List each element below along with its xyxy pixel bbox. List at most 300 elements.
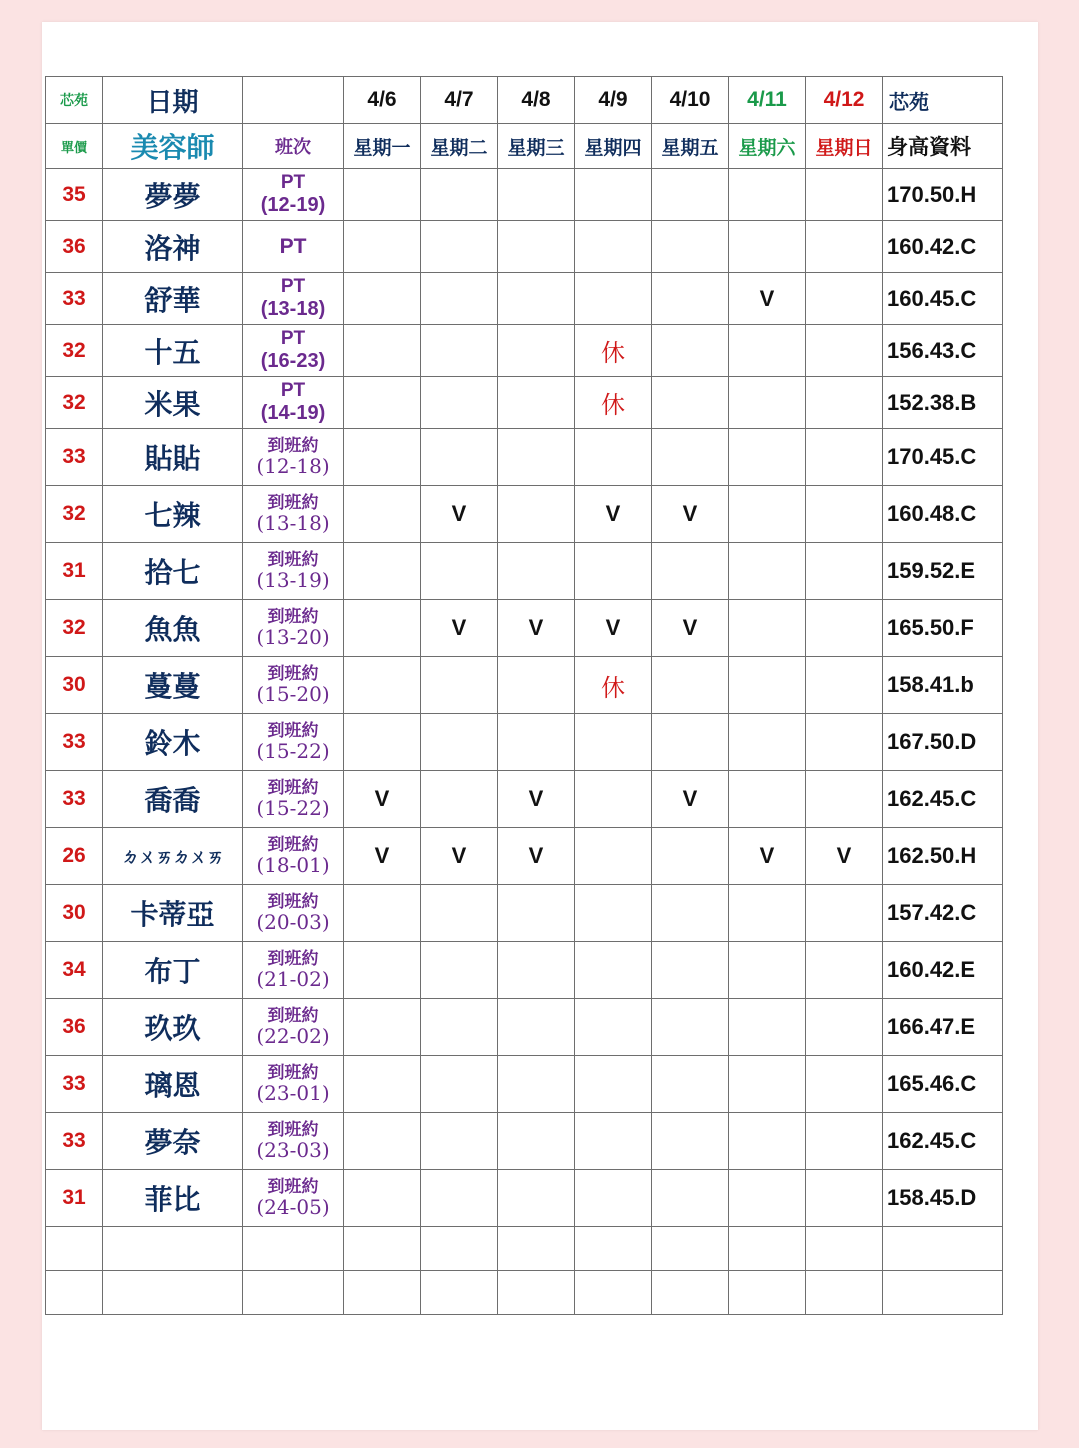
shift-cell bbox=[243, 543, 344, 600]
day-mark-1 bbox=[421, 1056, 498, 1113]
weekday-2: 星期三 bbox=[498, 124, 575, 169]
beautician-name: ㄉㄨㄞㄉㄨㄞ bbox=[103, 828, 243, 885]
day-mark-0: V bbox=[344, 771, 421, 828]
shift-cell bbox=[243, 771, 344, 828]
height-data: 165.46.C bbox=[883, 1056, 1003, 1113]
table-row bbox=[46, 600, 1003, 657]
beautician-name: 卡蒂亞 bbox=[103, 885, 243, 942]
day-mark-5 bbox=[729, 942, 806, 999]
height-data: 156.43.C bbox=[883, 325, 1003, 377]
table-row bbox=[46, 325, 1003, 377]
shift-cell bbox=[243, 714, 344, 771]
unit-price: 33 bbox=[46, 1113, 103, 1170]
shift-cell bbox=[243, 273, 344, 325]
day-mark-6 bbox=[806, 1056, 883, 1113]
day-mark-5 bbox=[729, 714, 806, 771]
table-row bbox=[46, 771, 1003, 828]
day-mark-0 bbox=[344, 714, 421, 771]
unit-price: 34 bbox=[46, 942, 103, 999]
shift-type: PT bbox=[280, 328, 306, 350]
day-mark-3 bbox=[575, 771, 652, 828]
shift-type: 到班約 bbox=[267, 891, 319, 912]
day-mark-2 bbox=[498, 942, 575, 999]
table-row bbox=[46, 221, 1003, 273]
shift-type: 到班約 bbox=[267, 492, 319, 513]
height-data: 152.38.B bbox=[883, 377, 1003, 429]
shift-cell bbox=[243, 885, 344, 942]
day-mark-1 bbox=[421, 657, 498, 714]
day-mark-0 bbox=[344, 657, 421, 714]
shift-cell bbox=[243, 429, 344, 486]
day-mark-5 bbox=[729, 885, 806, 942]
unit-price: 33 bbox=[46, 429, 103, 486]
beautician-label: 美容師 bbox=[103, 124, 243, 169]
shift-type: 到班約 bbox=[267, 663, 319, 684]
empty-cell bbox=[243, 1227, 344, 1271]
unit-price: 31 bbox=[46, 1170, 103, 1227]
day-mark-6 bbox=[806, 429, 883, 486]
day-mark-4 bbox=[652, 169, 729, 221]
day-mark-1 bbox=[421, 169, 498, 221]
day-mark-3 bbox=[575, 1056, 652, 1113]
weekday-6: 星期日 bbox=[806, 124, 883, 169]
shift-cell bbox=[243, 657, 344, 714]
beautician-name: 夢奈 bbox=[103, 1113, 243, 1170]
shift-type: 到班約 bbox=[267, 435, 319, 456]
shift-type: 到班約 bbox=[267, 948, 319, 969]
day-mark-4 bbox=[652, 1056, 729, 1113]
shift-cell bbox=[243, 828, 344, 885]
shift-cell: PT bbox=[243, 221, 344, 273]
height-data: 170.50.H bbox=[883, 169, 1003, 221]
day-mark-1 bbox=[421, 885, 498, 942]
day-mark-4 bbox=[652, 1170, 729, 1227]
day-mark-6 bbox=[806, 273, 883, 325]
day-mark-1 bbox=[421, 543, 498, 600]
day-mark-2 bbox=[498, 1113, 575, 1170]
shift-hours: (12-18) bbox=[256, 454, 330, 479]
day-mark-2 bbox=[498, 486, 575, 543]
beautician-name: 拾七 bbox=[103, 543, 243, 600]
unit-price-label: 單價 bbox=[46, 124, 103, 169]
shift-hours: (24-05) bbox=[256, 1195, 330, 1220]
beautician-name: 七辣 bbox=[103, 486, 243, 543]
shift-hours: (22-02) bbox=[256, 1024, 330, 1049]
day-mark-5 bbox=[729, 325, 806, 377]
height-data: 166.47.E bbox=[883, 999, 1003, 1056]
day-mark-2 bbox=[498, 885, 575, 942]
day-mark-1 bbox=[421, 325, 498, 377]
day-mark-4 bbox=[652, 1113, 729, 1170]
day-mark-5 bbox=[729, 543, 806, 600]
day-mark-1 bbox=[421, 1170, 498, 1227]
unit-price: 26 bbox=[46, 828, 103, 885]
empty-cell bbox=[46, 1227, 103, 1271]
day-mark-4 bbox=[652, 325, 729, 377]
day-mark-6 bbox=[806, 377, 883, 429]
day-mark-3: V bbox=[575, 600, 652, 657]
table-row bbox=[46, 377, 1003, 429]
weekday-5: 星期六 bbox=[729, 124, 806, 169]
day-mark-4 bbox=[652, 429, 729, 486]
day-mark-6 bbox=[806, 657, 883, 714]
table-row bbox=[46, 429, 1003, 486]
day-mark-2: V bbox=[498, 771, 575, 828]
table-row bbox=[46, 1170, 1003, 1227]
table-row bbox=[46, 486, 1003, 543]
height-data: 162.45.C bbox=[883, 1113, 1003, 1170]
day-date-2: 4/8 bbox=[498, 77, 575, 124]
empty-cell bbox=[652, 1271, 729, 1315]
shift-hours: (15-22) bbox=[256, 796, 330, 821]
day-mark-0 bbox=[344, 885, 421, 942]
empty-cell bbox=[806, 1227, 883, 1271]
day-mark-0 bbox=[344, 999, 421, 1056]
shift-hours: (13-18) bbox=[260, 297, 326, 320]
day-mark-3 bbox=[575, 1170, 652, 1227]
beautician-name: 貼貼 bbox=[103, 429, 243, 486]
beautician-name: 喬喬 bbox=[103, 771, 243, 828]
shift-type: 到班約 bbox=[267, 777, 319, 798]
empty-cell bbox=[103, 1271, 243, 1315]
day-mark-3: 休 bbox=[575, 377, 652, 429]
day-mark-5 bbox=[729, 657, 806, 714]
day-mark-6: V bbox=[806, 828, 883, 885]
height-data: 160.42.E bbox=[883, 942, 1003, 999]
day-mark-2 bbox=[498, 657, 575, 714]
day-mark-0 bbox=[344, 273, 421, 325]
height-data: 160.42.C bbox=[883, 221, 1003, 273]
day-mark-6 bbox=[806, 885, 883, 942]
weekday-0: 星期一 bbox=[344, 124, 421, 169]
shift-hours: (16-23) bbox=[260, 349, 326, 372]
shift-type: 到班約 bbox=[267, 1119, 319, 1140]
date-label: 日期 bbox=[103, 77, 243, 124]
empty-cell bbox=[344, 1227, 421, 1271]
day-mark-1 bbox=[421, 377, 498, 429]
unit-price: 31 bbox=[46, 543, 103, 600]
shift-cell bbox=[243, 486, 344, 543]
beautician-name: 玖玖 bbox=[103, 999, 243, 1056]
shift-cell bbox=[243, 999, 344, 1056]
day-mark-3 bbox=[575, 273, 652, 325]
day-mark-5 bbox=[729, 999, 806, 1056]
day-mark-2 bbox=[498, 1056, 575, 1113]
day-mark-3 bbox=[575, 429, 652, 486]
day-mark-1 bbox=[421, 771, 498, 828]
beautician-name: 鈴木 bbox=[103, 714, 243, 771]
table-row bbox=[46, 1113, 1003, 1170]
shift-hours: (23-03) bbox=[256, 1138, 330, 1163]
height-data: 170.45.C bbox=[883, 429, 1003, 486]
unit-price: 36 bbox=[46, 221, 103, 273]
day-mark-6 bbox=[806, 1113, 883, 1170]
day-mark-1 bbox=[421, 942, 498, 999]
day-mark-2 bbox=[498, 543, 575, 600]
day-mark-6 bbox=[806, 325, 883, 377]
empty-cell bbox=[243, 1271, 344, 1315]
empty-row bbox=[46, 1271, 1003, 1315]
day-mark-5 bbox=[729, 1056, 806, 1113]
day-mark-6 bbox=[806, 771, 883, 828]
table-row bbox=[46, 273, 1003, 325]
unit-price: 32 bbox=[46, 377, 103, 429]
day-mark-6 bbox=[806, 221, 883, 273]
height-data: 162.50.H bbox=[883, 828, 1003, 885]
empty-cell bbox=[421, 1227, 498, 1271]
table-row bbox=[46, 828, 1003, 885]
shift-hours: (23-01) bbox=[256, 1081, 330, 1106]
day-mark-6 bbox=[806, 486, 883, 543]
beautician-name: 璃恩 bbox=[103, 1056, 243, 1113]
height-data: 167.50.D bbox=[883, 714, 1003, 771]
unit-price: 35 bbox=[46, 169, 103, 221]
shift-type: PT bbox=[280, 172, 306, 194]
shift-hours: (13-20) bbox=[256, 625, 330, 650]
empty-cell bbox=[806, 1271, 883, 1315]
day-mark-1: V bbox=[421, 828, 498, 885]
day-mark-0 bbox=[344, 377, 421, 429]
table-row bbox=[46, 885, 1003, 942]
empty-cell bbox=[421, 1271, 498, 1315]
beautician-name: 布丁 bbox=[103, 942, 243, 999]
day-mark-5: V bbox=[729, 828, 806, 885]
day-mark-5 bbox=[729, 771, 806, 828]
shift-label: 班次 bbox=[243, 124, 344, 169]
day-mark-3 bbox=[575, 543, 652, 600]
unit-price: 32 bbox=[46, 486, 103, 543]
day-mark-5 bbox=[729, 600, 806, 657]
shift-type: 到班約 bbox=[267, 834, 319, 855]
height-data: 160.45.C bbox=[883, 273, 1003, 325]
day-mark-4 bbox=[652, 221, 729, 273]
day-mark-6 bbox=[806, 169, 883, 221]
empty-header-cell bbox=[243, 77, 344, 124]
day-mark-6 bbox=[806, 714, 883, 771]
height-data: 160.48.C bbox=[883, 486, 1003, 543]
day-mark-2 bbox=[498, 169, 575, 221]
empty-cell bbox=[729, 1227, 806, 1271]
day-mark-3 bbox=[575, 221, 652, 273]
shift-type: PT bbox=[280, 380, 306, 402]
day-mark-1 bbox=[421, 999, 498, 1056]
table-row bbox=[46, 942, 1003, 999]
empty-cell bbox=[652, 1227, 729, 1271]
table-row bbox=[46, 657, 1003, 714]
unit-price: 33 bbox=[46, 714, 103, 771]
day-mark-5 bbox=[729, 221, 806, 273]
day-mark-3: 休 bbox=[575, 657, 652, 714]
day-mark-4 bbox=[652, 942, 729, 999]
empty-cell bbox=[883, 1227, 1003, 1271]
day-mark-0 bbox=[344, 429, 421, 486]
day-mark-1 bbox=[421, 1113, 498, 1170]
beautician-name: 洛神 bbox=[103, 221, 243, 273]
day-mark-0 bbox=[344, 1170, 421, 1227]
day-mark-2: V bbox=[498, 600, 575, 657]
day-mark-5 bbox=[729, 169, 806, 221]
day-mark-0 bbox=[344, 543, 421, 600]
empty-cell bbox=[46, 1271, 103, 1315]
height-data: 159.52.E bbox=[883, 543, 1003, 600]
shift-cell bbox=[243, 1170, 344, 1227]
day-mark-2 bbox=[498, 325, 575, 377]
day-mark-4: V bbox=[652, 771, 729, 828]
day-mark-5 bbox=[729, 486, 806, 543]
shift-hours: (15-22) bbox=[256, 739, 330, 764]
shift-cell bbox=[243, 1056, 344, 1113]
beautician-name: 米果 bbox=[103, 377, 243, 429]
empty-row bbox=[46, 1227, 1003, 1271]
shift-cell bbox=[243, 600, 344, 657]
shift-type: 到班約 bbox=[267, 720, 319, 741]
day-mark-2 bbox=[498, 221, 575, 273]
day-mark-2: V bbox=[498, 828, 575, 885]
day-mark-1: V bbox=[421, 486, 498, 543]
table-row bbox=[46, 169, 1003, 221]
unit-price: 33 bbox=[46, 1056, 103, 1113]
height-data: 157.42.C bbox=[883, 885, 1003, 942]
day-mark-3: V bbox=[575, 486, 652, 543]
shift-hours: (15-20) bbox=[256, 682, 330, 707]
day-date-6: 4/12 bbox=[806, 77, 883, 124]
day-date-4: 4/10 bbox=[652, 77, 729, 124]
shift-cell bbox=[243, 1113, 344, 1170]
shift-hours: (20-03) bbox=[256, 910, 330, 935]
weekday-3: 星期四 bbox=[575, 124, 652, 169]
day-mark-0 bbox=[344, 1113, 421, 1170]
table-row bbox=[46, 1056, 1003, 1113]
unit-price: 30 bbox=[46, 657, 103, 714]
empty-cell bbox=[498, 1271, 575, 1315]
day-mark-6 bbox=[806, 543, 883, 600]
height-data: 165.50.F bbox=[883, 600, 1003, 657]
day-mark-0 bbox=[344, 221, 421, 273]
beautician-name: 蔓蔓 bbox=[103, 657, 243, 714]
day-mark-4 bbox=[652, 273, 729, 325]
day-mark-3: 休 bbox=[575, 325, 652, 377]
day-mark-4 bbox=[652, 828, 729, 885]
day-mark-0 bbox=[344, 486, 421, 543]
day-mark-2 bbox=[498, 273, 575, 325]
beautician-name: 夢夢 bbox=[103, 169, 243, 221]
day-mark-6 bbox=[806, 1170, 883, 1227]
shift-type: PT bbox=[280, 276, 306, 298]
table-row bbox=[46, 543, 1003, 600]
day-date-0: 4/6 bbox=[344, 77, 421, 124]
brand-corner: 芯苑 bbox=[46, 77, 103, 124]
day-mark-3 bbox=[575, 885, 652, 942]
header-row-weekdays bbox=[46, 124, 1003, 169]
empty-cell bbox=[575, 1271, 652, 1315]
day-mark-1 bbox=[421, 273, 498, 325]
day-mark-5 bbox=[729, 1113, 806, 1170]
day-mark-5: V bbox=[729, 273, 806, 325]
unit-price: 33 bbox=[46, 771, 103, 828]
unit-price: 36 bbox=[46, 999, 103, 1056]
day-mark-4 bbox=[652, 999, 729, 1056]
beautician-name: 魚魚 bbox=[103, 600, 243, 657]
day-date-5: 4/11 bbox=[729, 77, 806, 124]
day-mark-4 bbox=[652, 885, 729, 942]
day-mark-2 bbox=[498, 999, 575, 1056]
day-mark-6 bbox=[806, 942, 883, 999]
day-mark-4 bbox=[652, 543, 729, 600]
day-mark-2 bbox=[498, 1170, 575, 1227]
day-mark-3 bbox=[575, 169, 652, 221]
day-mark-5 bbox=[729, 377, 806, 429]
shift-hours: (12-19) bbox=[260, 193, 326, 216]
day-mark-3 bbox=[575, 999, 652, 1056]
day-mark-1 bbox=[421, 714, 498, 771]
empty-cell bbox=[729, 1271, 806, 1315]
day-date-3: 4/9 bbox=[575, 77, 652, 124]
day-mark-4: V bbox=[652, 600, 729, 657]
height-label: 身高資料 bbox=[883, 124, 1003, 169]
day-mark-4 bbox=[652, 657, 729, 714]
day-mark-0 bbox=[344, 169, 421, 221]
beautician-name: 舒華 bbox=[103, 273, 243, 325]
day-mark-2 bbox=[498, 429, 575, 486]
table-row bbox=[46, 999, 1003, 1056]
unit-price: 33 bbox=[46, 273, 103, 325]
weekday-4: 星期五 bbox=[652, 124, 729, 169]
empty-cell bbox=[344, 1271, 421, 1315]
day-mark-2 bbox=[498, 714, 575, 771]
shift-hours: (18-01) bbox=[256, 853, 330, 878]
brand-right: 芯苑 bbox=[883, 77, 1003, 124]
beautician-name: 十五 bbox=[103, 325, 243, 377]
shift-cell bbox=[243, 942, 344, 999]
day-mark-3 bbox=[575, 714, 652, 771]
shift-type: 到班約 bbox=[267, 1176, 319, 1197]
shift-hours: (13-18) bbox=[256, 511, 330, 536]
day-mark-6 bbox=[806, 999, 883, 1056]
shift-hours: (14-19) bbox=[260, 401, 326, 424]
height-data: 158.41.b bbox=[883, 657, 1003, 714]
day-mark-3 bbox=[575, 1113, 652, 1170]
day-mark-3 bbox=[575, 828, 652, 885]
day-mark-5 bbox=[729, 429, 806, 486]
table-row bbox=[46, 714, 1003, 771]
empty-cell bbox=[883, 1271, 1003, 1315]
day-mark-4 bbox=[652, 714, 729, 771]
schedule-table bbox=[45, 76, 1003, 1315]
day-mark-0: V bbox=[344, 828, 421, 885]
day-mark-5 bbox=[729, 1170, 806, 1227]
unit-price: 32 bbox=[46, 600, 103, 657]
day-mark-0 bbox=[344, 942, 421, 999]
shift-cell bbox=[243, 169, 344, 221]
shift-cell bbox=[243, 325, 344, 377]
shift-cell bbox=[243, 377, 344, 429]
day-mark-0 bbox=[344, 325, 421, 377]
empty-cell bbox=[103, 1227, 243, 1271]
day-mark-4: V bbox=[652, 486, 729, 543]
day-mark-3 bbox=[575, 942, 652, 999]
height-data: 162.45.C bbox=[883, 771, 1003, 828]
shift-hours: (13-19) bbox=[256, 568, 330, 593]
day-date-1: 4/7 bbox=[421, 77, 498, 124]
beautician-name: 菲比 bbox=[103, 1170, 243, 1227]
day-mark-1 bbox=[421, 221, 498, 273]
unit-price: 32 bbox=[46, 325, 103, 377]
day-mark-0 bbox=[344, 600, 421, 657]
day-mark-0 bbox=[344, 1056, 421, 1113]
day-mark-4 bbox=[652, 377, 729, 429]
shift-type: 到班約 bbox=[267, 606, 319, 627]
day-mark-1 bbox=[421, 429, 498, 486]
